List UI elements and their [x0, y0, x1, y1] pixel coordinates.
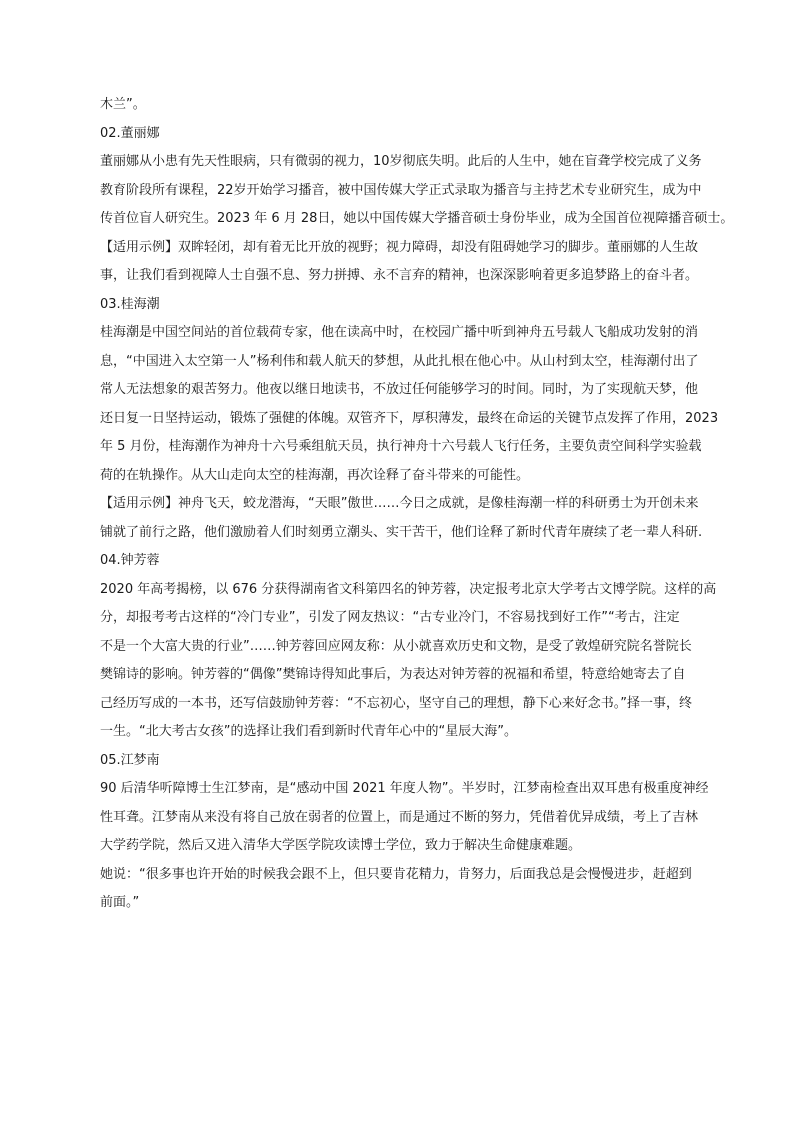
text-line: 还日复一日坚持运动，锻炼了强健的体魄。双管齐下，厚积薄发，最终在命运的关键节点发挥了作用，2023: [100, 410, 719, 426]
text-line: 大学药学院，然后又进入清华大学医学院攻读博士学位，致力于解决生命健康难题。: [100, 838, 582, 853]
text-line: 分，却报考考古这样的“冷门专业”，引发了网友热议：“古专业冷门，不容易找到好工作”“考古，注定: [100, 610, 680, 625]
text-line: 木兰”。: [100, 97, 146, 112]
text-line: 荷的在轨操作。从大山走向太空的桂海潮，再次诠释了奋斗带来的可能性。: [100, 467, 530, 483]
section-heading-jiang-mengnan: 05.江梦南: [100, 752, 160, 768]
text-line: 不是一个大富大贵的行业”……钟芳蓉回应网友称：从小就喜欢历史和文物，是受了敦煌研究院名誉院长: [100, 638, 692, 654]
text-line: 董丽娜从小患有先天性眼病，只有微弱的视力，10岁彻底失明。此后的人生中，她在盲聋学校完成了义务: [100, 154, 702, 169]
text-line: 樊锦诗的影响。钟芳蓉的“偶像”樊锦诗得知此事后，为表达对钟芳蓉的祝福和希望，特意给她寄去了自: [100, 667, 686, 682]
example-paragraph-line: 铺就了前行之路，他们激励着人们时刻勇立潮头、实干苦干，他们诠释了新时代青年赓续了老一辈人科研.: [100, 524, 703, 540]
example-paragraph-line: 事，让我们看到视障人士自强不息、努力拼搏、永不言弃的精神，也深深影响着更多追梦路上的奋斗者。: [100, 268, 699, 283]
text-line: 常人无法想象的艰苦努力。他夜以继日地读书，不放过任何能够学习的时间。同时，为了实现航天梦，他: [100, 382, 699, 397]
text-line: 己经历写成的一本书，还写信鼓励钟芳蓉：“不忘初心，坚守自己的理想，静下心来好念书。”择一事，终: [100, 695, 692, 711]
section-heading-zhong-fangrong: 04.钟芳蓉: [100, 553, 160, 568]
quote-line: 前面。”: [100, 895, 140, 910]
section-heading-gui-haichao: 03.桂海潮: [100, 296, 160, 312]
text-line: 90 后清华听障博士生江梦南，是“感动中国 2021 年度人物”。半岁时，江梦南检查出双耳患有极重度神经: [100, 781, 709, 796]
text-line: 息，“中国进入太空第一人”杨利伟和载人航天的梦想，从此扎根在他心中。从山村到太空，桂海潮付出了: [100, 353, 699, 369]
text-line: 年 5 月份，桂海潮作为神舟十六号乘组航天员，执行神舟十六号载人飞行任务，主要负责空间科学实验载: [100, 439, 702, 454]
text-line: 教育阶段所有课程，22岁开始学习播音，被中国传媒大学正式录取为播音与主持艺术专业研究生，成为中: [100, 182, 702, 198]
section-heading-dong-lina: 02.董丽娜: [100, 125, 160, 141]
text-line: 一生。“北大考古女孩”的选择让我们看到新时代青年心中的“星辰大海”。: [100, 724, 517, 739]
text-line: 传首位盲人研究生。2023 年 6 月 28日，她以中国传媒大学播音硕士身份毕业，成为全国首位视障播音硕士。: [100, 211, 734, 226]
text-line: 桂海潮是中国空间站的首位载荷专家，他在读高中时，在校园广播中听到神舟五号载人飞船成功发射的消: [100, 325, 699, 340]
article-body: [100, 96, 740, 923]
example-paragraph-line: 【适用示例】双眸轻闭，却有着无比开放的视野；视力障碍，却没有阻碍她学习的脚步。董丽娜的人生故: [100, 239, 699, 255]
text-line: 性耳聋。江梦南从来没有将自己放在弱者的位置上，而是通过不断的努力，凭借着优异成绩，考上了吉林: [100, 809, 699, 825]
quote-line: 她说：“很多事也许开始的时候我会跟不上，但只要肯花精力，肯努力，后面我总是会慢慢进步，赶超到: [100, 866, 692, 882]
example-paragraph-line: 【适用示例】神舟飞天，蛟龙潜海，“天眼”傲世……今日之成就，是像桂海潮一样的科研勇士为开创未来: [100, 496, 699, 511]
text-line: 2020 年高考揭榜，以 676 分获得湖南省文科第四名的钟芳蓉，决定报考北京大学考古文博学院。这样的高: [100, 581, 717, 597]
